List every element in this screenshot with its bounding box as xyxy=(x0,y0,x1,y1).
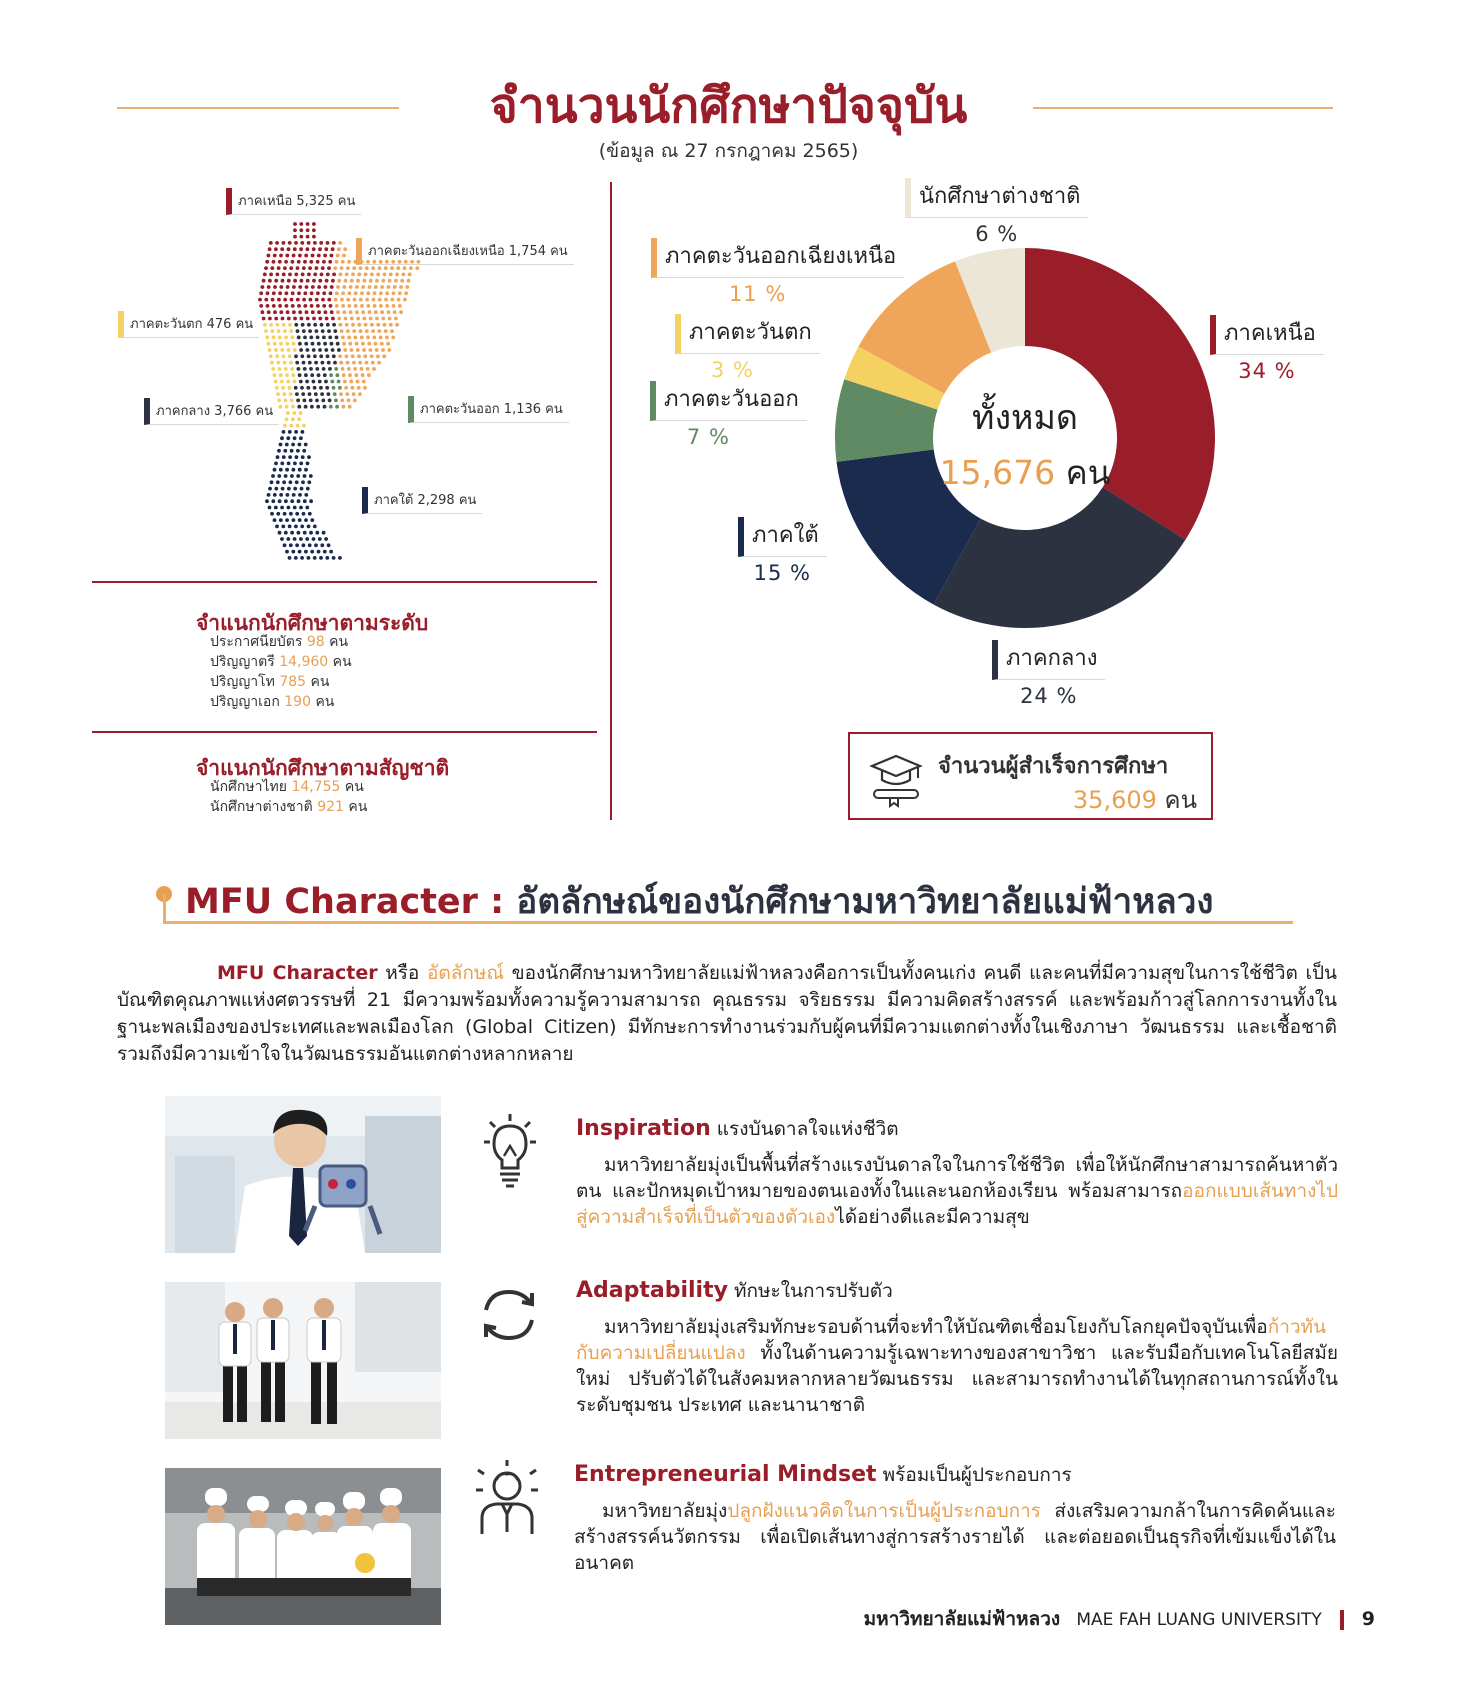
lightbulb-icon xyxy=(478,1112,542,1190)
nationality-list xyxy=(210,777,367,817)
graduation-cap-icon xyxy=(868,748,924,808)
entrepreneur-person-icon xyxy=(474,1460,540,1536)
level-item: ปริญญาโท 785 คน xyxy=(210,674,330,690)
map-label-south: ภาคใต้ 2,298 คน xyxy=(362,487,482,514)
graduates-label: จำนวนผู้สำเร็จการศึกษา xyxy=(938,754,1169,779)
donut-label-north: ภาคเหนือ 34 % xyxy=(1210,315,1324,383)
feature-entrepreneurial: Entrepreneurial Mindset พร้อมเป็นผู้ประกอบการ มหาวิทยาลัยมุ่งปลูกฝังแนวคิดในการเป็นผู้ประกอบการ ส่งเสริมความกล้าในการคิดค้นและสร้างสรรค์นวัตกรรม เพื่อเปิดเส้นทางสู่การสร้างรายได้ และต่อยอดเป็นธุรกิจที่เข้มแข็งได้ในอนาคต xyxy=(574,1462,1336,1574)
divider-nationality xyxy=(92,731,597,733)
photo-culinary-students xyxy=(165,1468,441,1625)
photo-student-robot xyxy=(165,1096,441,1253)
mfu-heading: MFU Character : อัตลักษณ์ของนักศึกษามหาวิทยาลัยแม่ฟ้าหลวง xyxy=(185,882,1214,922)
graduates-box xyxy=(848,732,1213,820)
divider-level xyxy=(92,581,597,583)
mfu-intro: MFU Character หรือ อัตลักษณ์ ของนักศึกษามหาวิทยาลัยแม่ฟ้าหลวงคือการเป็นทั้งคนเก่ง คนดี และคนที่มีความสุขในการใช้ชีวิต เป็นบัณฑิตคุณภาพแห่งศตวรรษที่ 21 มีความพร้อมทั้งความรู้ความสามารถ คุณธรรม จริยธรรม มีความคิดสร้างสรรค์ และพร้อมก้าวสู่โลกการงานทั้งในฐานะพลเมืองของประเทศและพลเมืองโลก (Global Citizen) มีทักษะการทำงานร่วมกับผู้คนที่มีความแตกต่างทั้งในเชิงภาษา วัฒนธรรม และเชื้อชาติ รวมถึงมีความเข้าใจในวัฒนธรรมอันแตกต่างหลากหลาย xyxy=(117,962,1337,1065)
donut-label-west: ภาคตะวันตก 3 % xyxy=(675,314,820,382)
vertical-divider xyxy=(610,182,612,820)
section-rule-tick xyxy=(163,894,166,924)
map-label-north: ภาคเหนือ 5,325 คน xyxy=(226,188,361,215)
page-subtitle: (ข้อมูล ณ 27 กรกฎาคม 2565) xyxy=(598,140,859,162)
nationality-item: นักศึกษาต่างชาติ 921 คน xyxy=(210,799,368,815)
graduates-total: 35,609 คน xyxy=(1072,786,1197,814)
donut-center-title: ทั้งหมด xyxy=(972,398,1078,438)
feature-inspiration: Inspiration แรงบันดาลใจแห่งชีวิต มหาวิทยาลัยมุ่งเป็นพื้นที่สร้างแรงบันดาลใจในการใช้ชีวิต เพื่อให้นักศึกษาสามารถค้นหาตัวตน และปักหมุดเป้าหมายของตนเองทั้งในและนอกห้องเรียน พร้อมสามารถออกแบบเส้นทางไปสู่ความสำเร็จที่เป็นตัวของตัวเองได้อย่างดีและมีความสุข xyxy=(576,1116,1338,1228)
map-label-west: ภาคตะวันตก 476 คน xyxy=(118,311,259,338)
nationality-item: นักศึกษาไทย 14,755 คน xyxy=(210,779,364,795)
donut-label-foreign: นักศึกษาต่างชาติ 6 % xyxy=(905,178,1088,246)
donut-center-total: 15,676 คน xyxy=(939,453,1111,492)
photo-students-walking xyxy=(165,1282,441,1439)
map-label-northeast: ภาคตะวันออกเฉียงเหนือ 1,754 คน xyxy=(356,238,574,265)
page-title: จำนวนนักศึกษาปัจจุบัน xyxy=(489,78,968,134)
donut-label-south: ภาคใต้ 15 % xyxy=(738,517,827,585)
page-footer: มหาวิทยาลัยแม่ฟ้าหลวง MAE FAH LUANG UNIVERSITY 9 xyxy=(863,1608,1375,1630)
thailand-dot-map xyxy=(240,220,430,570)
donut-center xyxy=(925,390,1125,499)
donut-label-east: ภาคตะวันออก 7 % xyxy=(650,381,807,449)
level-item: ประกาศนียบัตร 98 คน xyxy=(210,634,349,650)
map-label-east: ภาคตะวันออก 1,136 คน xyxy=(408,396,569,423)
level-item: ปริญญาตรี 14,960 คน xyxy=(210,654,352,670)
level-item: ปริญญาเอก 190 คน xyxy=(210,694,335,710)
nationality-heading: จำแนกนักศึกษาตามสัญชาติ xyxy=(196,756,450,780)
map-label-central: ภาคกลาง 3,766 คน xyxy=(144,398,279,425)
level-heading: จำแนกนักศึกษาตามระดับ xyxy=(196,611,429,635)
donut-label-northeast: ภาคตะวันออกเฉียงเหนือ 11 % xyxy=(651,238,904,306)
donut-label-central: ภาคกลาง 24 % xyxy=(992,640,1105,708)
refresh-cycle-icon xyxy=(476,1282,542,1348)
feature-adaptability: Adaptability ทักษะในการปรับตัว มหาวิทยาลัยมุ่งเสริมทักษะรอบด้านที่จะทำให้บัณฑิตเชื่อมโยงกับโลกยุคปัจจุบันเพื่อก้าวทันกับความเปลี่ยนแปลง ทั้งในด้านความรู้เฉพาะทางของสาขาวิชา และรับมือกับเทคโนโลยีสมัยใหม่ ปรับตัวได้ในสังคมหลากหลายวัฒนธรรม และสามารถทำงานได้ในทุกสถานการณ์ทั้งในระดับชุมชน ประเทศ และนานาชาติ xyxy=(576,1278,1338,1416)
level-list xyxy=(210,632,352,712)
